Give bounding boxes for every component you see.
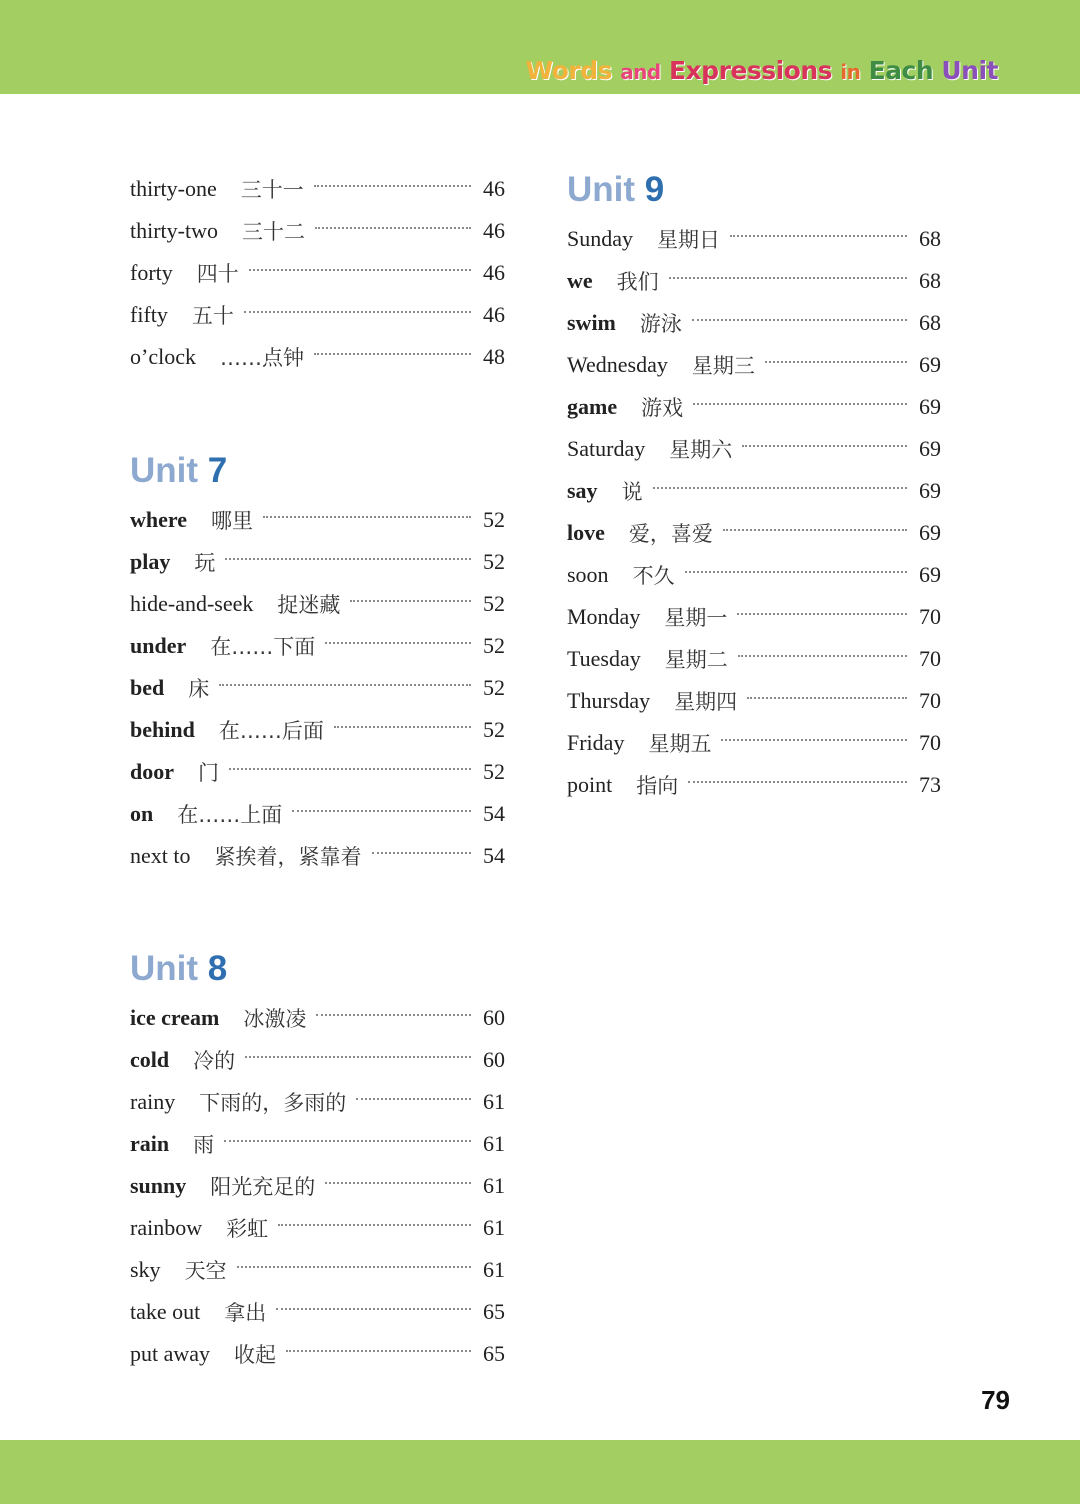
english-word: take out [130, 1299, 201, 1324]
page-reference: 52 [483, 591, 505, 616]
dot-leader [314, 353, 471, 355]
chinese-meaning: 在……下面 [210, 635, 316, 659]
dot-leader [692, 319, 907, 321]
chinese-meaning: 指向 [636, 774, 679, 798]
vocab-entry [567, 428, 941, 470]
dot-leader [244, 311, 471, 313]
page-reference: 52 [483, 717, 505, 742]
chinese-meaning: ……点钟 [219, 346, 304, 370]
english-word: o’clock [130, 344, 196, 369]
bottom-banner [0, 1440, 1080, 1504]
dot-leader [723, 529, 907, 531]
dot-leader [292, 810, 471, 812]
dot-leader [325, 1182, 471, 1184]
chinese-meaning: 在……后面 [218, 719, 324, 743]
english-word: ice cream [130, 1005, 220, 1030]
right-column [567, 168, 941, 806]
page-reference: 61 [483, 1131, 505, 1156]
vocab-entry [130, 252, 505, 294]
page-reference: 73 [919, 772, 941, 797]
vocab-entry [567, 722, 941, 764]
unit-8-heading [130, 947, 505, 991]
page-reference: 60 [483, 1047, 505, 1072]
vocab-entry [567, 554, 941, 596]
vocab-entry [130, 210, 505, 252]
chinese-meaning: 紧挨着，紧靠着 [214, 845, 362, 869]
vocab-entry [130, 336, 505, 378]
english-word: behind [130, 717, 195, 742]
page-reference: 69 [919, 352, 941, 377]
chinese-meaning: 雨 [193, 1133, 215, 1157]
header-word: Each [868, 56, 934, 85]
english-word: put away [130, 1341, 211, 1366]
dot-leader [372, 852, 472, 854]
dot-leader [219, 684, 471, 686]
left-column [130, 168, 505, 1375]
english-word: say [567, 478, 598, 503]
english-word: love [567, 520, 605, 545]
vocab-entry [130, 1207, 505, 1249]
dot-leader [325, 642, 471, 644]
english-word: Monday [567, 604, 641, 629]
chinese-meaning: 玩 [194, 551, 216, 575]
page-reference: 68 [919, 310, 941, 335]
dot-leader [688, 781, 907, 783]
chinese-meaning: 天空 [184, 1259, 227, 1283]
unit-number: 7 [207, 451, 228, 490]
vocab-entry [130, 793, 505, 835]
vocab-entry [130, 709, 505, 751]
dot-leader [765, 361, 907, 363]
english-word: on [130, 801, 154, 826]
vocab-entry [567, 260, 941, 302]
chinese-meaning: 星期六 [669, 438, 733, 462]
vocab-entry [567, 386, 941, 428]
vocab-entry [130, 997, 505, 1039]
vocab-entry [130, 1291, 505, 1333]
chinese-meaning: 阳光充足的 [210, 1175, 316, 1199]
header-word: Unit [941, 56, 998, 85]
dot-leader [356, 1098, 471, 1100]
dot-leader [738, 655, 907, 657]
vocab-entry [567, 512, 941, 554]
page-reference: 46 [483, 176, 505, 201]
page-reference: 52 [483, 549, 505, 574]
vocab-entry [130, 583, 505, 625]
page-reference: 65 [483, 1299, 505, 1324]
dot-leader [316, 1014, 471, 1016]
unit-7-word-list [130, 499, 505, 877]
english-word: point [567, 772, 613, 797]
header-word: and [620, 60, 661, 84]
unit-7-heading [130, 449, 505, 493]
dot-leader [314, 185, 471, 187]
vocab-entry [130, 625, 505, 667]
english-word: sunny [130, 1173, 187, 1198]
page-reference: 61 [483, 1173, 505, 1198]
page-reference: 60 [483, 1005, 505, 1030]
page-reference: 54 [483, 843, 505, 868]
dot-leader [225, 558, 471, 560]
dot-leader [245, 1056, 471, 1058]
vocab-entry [567, 764, 941, 806]
page-reference: 70 [919, 730, 941, 755]
unit-number: 9 [644, 170, 665, 209]
header-word: Expressions [668, 56, 833, 85]
chinese-meaning: 冷的 [193, 1049, 236, 1073]
unit-label: Unit [130, 451, 199, 490]
dot-leader [286, 1350, 471, 1352]
page-reference: 69 [919, 436, 941, 461]
page-reference: 68 [919, 268, 941, 293]
vocab-entry [130, 667, 505, 709]
header-word: Words [525, 56, 612, 85]
vocab-entry [567, 596, 941, 638]
english-word: game [567, 394, 618, 419]
unit-label: Unit [130, 949, 199, 988]
english-word: forty [130, 260, 173, 285]
vocab-entry [130, 1123, 505, 1165]
running-header [526, 56, 999, 85]
page-reference: 65 [483, 1341, 505, 1366]
unit-9-heading [567, 168, 941, 212]
page-reference: 70 [919, 604, 941, 629]
page-reference: 61 [483, 1215, 505, 1240]
page-reference: 61 [483, 1257, 505, 1282]
chinese-meaning: 不久 [632, 564, 675, 588]
vocab-entry [130, 751, 505, 793]
dot-leader [237, 1266, 471, 1268]
chinese-meaning: 游戏 [641, 396, 684, 420]
chinese-meaning: 门 [198, 761, 219, 785]
page-reference: 69 [919, 478, 941, 503]
english-word: cold [130, 1047, 170, 1072]
chinese-meaning: 三十一 [240, 178, 304, 202]
page-reference: 69 [919, 394, 941, 419]
chinese-meaning: 彩虹 [226, 1217, 269, 1241]
chinese-meaning: 床 [188, 677, 210, 701]
english-word: Wednesday [567, 352, 668, 377]
english-word: bed [130, 675, 165, 700]
dot-leader [229, 768, 471, 770]
chinese-meaning: 在……上面 [177, 803, 283, 827]
dot-leader [249, 269, 471, 271]
dot-leader [278, 1224, 471, 1226]
dot-leader [730, 235, 907, 237]
chinese-meaning: 哪里 [211, 509, 254, 533]
vocab-entry [567, 302, 941, 344]
vocab-entry [567, 470, 941, 512]
page-reference: 52 [483, 675, 505, 700]
english-word: door [130, 759, 174, 784]
page-reference: 70 [919, 646, 941, 671]
vocab-entry [567, 344, 941, 386]
chinese-meaning: 五十 [191, 304, 234, 328]
english-word: rain [130, 1131, 170, 1156]
vocab-entry [567, 218, 941, 260]
chinese-meaning: 说 [621, 480, 643, 504]
dot-leader [669, 277, 907, 279]
vocab-entry [567, 680, 941, 722]
dot-leader [721, 739, 907, 741]
page-reference: 52 [483, 507, 505, 532]
dot-leader [737, 613, 907, 615]
page-reference: 46 [483, 218, 505, 243]
dot-leader [742, 445, 907, 447]
english-word: we [567, 268, 593, 293]
dot-leader [276, 1308, 471, 1310]
unit-label: Unit [567, 170, 636, 209]
vocab-entry [130, 1333, 505, 1375]
english-word: rainy [130, 1089, 176, 1114]
page-reference: 48 [483, 344, 505, 369]
vocab-entry [130, 1165, 505, 1207]
chinese-meaning: 冰激凌 [243, 1007, 307, 1031]
dot-leader [693, 403, 907, 405]
chinese-meaning: 星期三 [691, 354, 755, 378]
vocab-entry [130, 1249, 505, 1291]
unit-8-word-list [130, 997, 505, 1375]
page-reference: 52 [483, 759, 505, 784]
english-word: next to [130, 843, 191, 868]
chinese-meaning: 游泳 [639, 312, 682, 336]
unit-number: 8 [207, 949, 228, 988]
dot-leader [315, 227, 471, 229]
english-word: under [130, 633, 187, 658]
unit-9-word-list [567, 218, 941, 806]
english-word: Saturday [567, 436, 646, 461]
english-word: where [130, 507, 188, 532]
page-number: 79 [981, 1385, 1010, 1415]
dot-leader [224, 1140, 471, 1142]
page-reference: 61 [483, 1089, 505, 1114]
english-word: Friday [567, 730, 625, 755]
dot-leader [685, 571, 907, 573]
vocab-entry [130, 541, 505, 583]
dot-leader [263, 516, 471, 518]
english-word: Sunday [567, 226, 633, 251]
chinese-meaning: 星期五 [648, 732, 712, 756]
english-word: play [130, 549, 171, 574]
vocab-entry [130, 1039, 505, 1081]
dot-leader [350, 600, 471, 602]
chinese-meaning: 收起 [234, 1343, 277, 1367]
english-word: fifty [130, 302, 168, 327]
english-word: hide-and-seek [130, 591, 254, 616]
vocab-entry [130, 168, 505, 210]
vocab-entry [130, 294, 505, 336]
chinese-meaning: 星期一 [664, 606, 728, 630]
page-reference: 54 [483, 801, 505, 826]
page-reference: 52 [483, 633, 505, 658]
english-word: rainbow [130, 1215, 203, 1240]
english-word: swim [567, 310, 616, 335]
page-reference: 69 [919, 562, 941, 587]
english-word: Tuesday [567, 646, 641, 671]
vocab-entry [130, 499, 505, 541]
english-word: soon [567, 562, 609, 587]
chinese-meaning: 爱，喜爱 [628, 522, 713, 546]
dot-leader [653, 487, 907, 489]
page-reference: 70 [919, 688, 941, 713]
chinese-meaning: 星期二 [664, 648, 728, 672]
chinese-meaning: 星期四 [674, 690, 738, 714]
page-reference: 69 [919, 520, 941, 545]
header-word: in [840, 60, 861, 84]
vocab-entry [130, 1081, 505, 1123]
english-word: thirty-one [130, 176, 217, 201]
chinese-meaning: 拿出 [224, 1301, 267, 1325]
page-reference: 46 [483, 302, 505, 327]
chinese-meaning: 四十 [196, 262, 239, 286]
chinese-meaning: 捉迷藏 [277, 593, 341, 617]
vocab-entry [567, 638, 941, 680]
chinese-meaning: 下雨的，多雨的 [199, 1091, 347, 1115]
page-reference: 46 [483, 260, 505, 285]
page-reference: 68 [919, 226, 941, 251]
english-word: thirty-two [130, 218, 218, 243]
chinese-meaning: 星期日 [657, 228, 720, 252]
english-word: sky [130, 1257, 161, 1282]
chinese-meaning: 我们 [616, 270, 659, 294]
vocab-entry [130, 835, 505, 877]
english-word: Thursday [567, 688, 651, 713]
continued-word-list [130, 168, 505, 378]
dot-leader [747, 697, 907, 699]
dot-leader [334, 726, 471, 728]
chinese-meaning: 三十二 [242, 220, 305, 244]
